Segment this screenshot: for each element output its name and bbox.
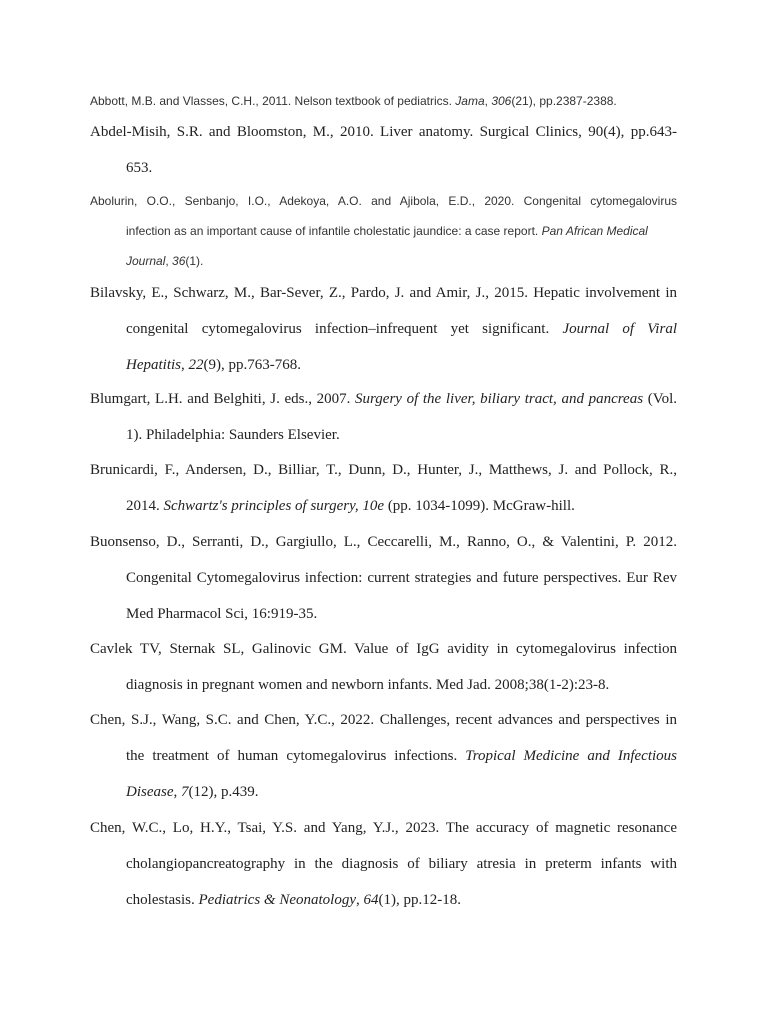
italic-text: 306 — [491, 94, 512, 108]
reference-entry: Chen, S.J., Wang, S.C. and Chen, Y.C., 2022. Challenges, recent advances and perspectives in the treatment of human cytomegalovirus infections. Tropical Medicine and Infectious Disease, 7(12), p.439. — [90, 712, 677, 800]
reference-entry: Brunicardi, F., Andersen, D., Billiar, T., Dunn, D., Hunter, J., Matthews, J. and Pollock, R., 2014. Schwartz's principles of surgery, 10e (pp. 1034-1099). McGraw-hill. — [90, 462, 677, 514]
reference-entry: Buonsenso, D., Serranti, D., Gargiullo, L., Ceccarelli, M., Ranno, O., & Valentini, P. 2012. Congenital Cytomegalovirus infection: current strategies and future perspectives. Eur Rev Med Pharmacol Sci, 16:919-35. — [90, 534, 677, 622]
italic-text: 7 — [181, 784, 189, 800]
italic-text: Surgery of the liver, biliary tract, and pancreas — [355, 391, 644, 407]
reference-entry: Bilavsky, E., Schwarz, M., Bar-Sever, Z., Pardo, J. and Amir, J., 2015. Hepatic involvement in congenital cytomegalovirus infection–infrequent yet significant. Journal of Viral Hepatitis, 22(9), pp.763-768. — [90, 285, 677, 373]
italic-text: Journal of Viral — [562, 321, 677, 337]
reference-entry: Abbott, M.B. and Vlasses, C.H., 2011. Nelson textbook of pediatrics. Jama, 306(21), pp.2387-2388. — [90, 94, 617, 108]
reference-entry: Blumgart, L.H. and Belghiti, J. eds., 2007. Surgery of the liver, biliary tract, and pancreas (Vol. 1). Philadelphia: Saunders Elsevier. — [90, 391, 678, 443]
italic-text: 64 — [363, 892, 379, 908]
italic-text: Journal — [126, 254, 166, 268]
italic-text: 36 — [172, 254, 186, 268]
italic-text: Pan African Medical — [541, 224, 648, 238]
italic-text: 22 — [188, 357, 204, 373]
italic-text: Hepatitis — [126, 357, 181, 373]
italic-text: Schwartz's principles of surgery, 10e — [163, 498, 385, 514]
reference-entry: Cavlek TV, Sternak SL, Galinovic GM. Value of IgG avidity in cytomegalovirus infection diagnosis in pregnant women and newborn infants. Med Jad. 2008;38(1-2):23-8. — [90, 641, 677, 693]
italic-text: Tropical Medicine and Infectious — [465, 748, 677, 764]
italic-text: Jama — [455, 94, 485, 108]
reference-entry: Abdel-Misih, S.R. and Bloomston, M., 2010. Liver anatomy. Surgical Clinics, 90(4), pp.643- 653. — [90, 124, 677, 176]
reference-entry: Abolurin, O.O., Senbanjo, I.O., Adekoya, A.O. and Ajibola, E.D., 2020. Congenital cytomegalovirus infection as an important cause of infantile cholestatic jaundice: a case report. Pan African Medical Journal, 36(1). — [90, 194, 677, 268]
reference-entry: Chen, W.C., Lo, H.Y., Tsai, Y.S. and Yang, Y.J., 2023. The accuracy of magnetic resonance cholangiopancreatography in the diagnosis of biliary atresia in preterm infants with cholestasis. Pediatrics & Neonatology, 64(1), pp.12-18. — [90, 820, 677, 908]
italic-text: Disease — [126, 784, 174, 800]
italic-text: Pediatrics & Neonatology — [198, 892, 356, 908]
